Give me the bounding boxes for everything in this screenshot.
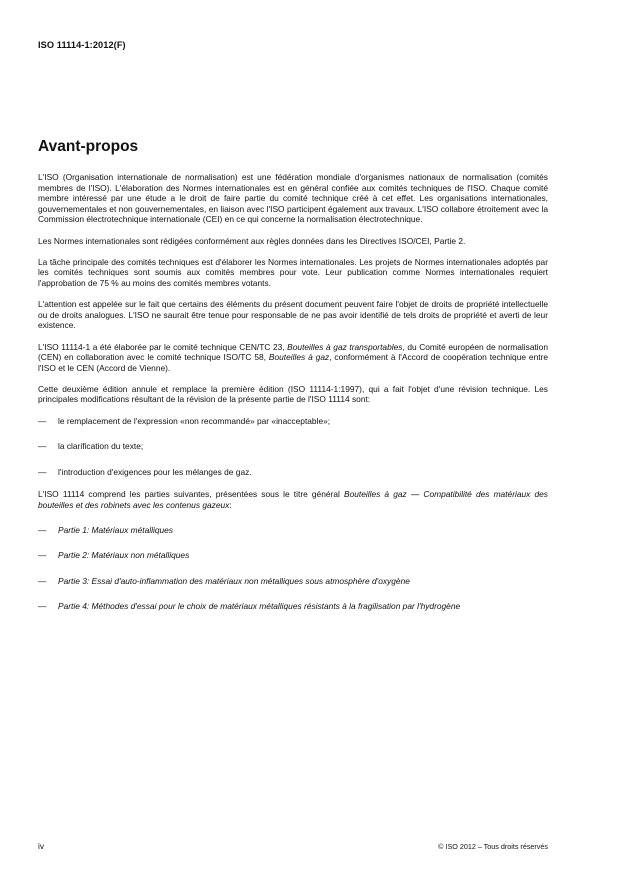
dash-bullet: —	[38, 575, 47, 586]
dash-bullet: —	[38, 441, 47, 452]
paragraph-patent-rights: L'attention est appelée sur le fait que certains des éléments du présent document peuvent faire l'objet de droits de propriété intellectuelle ou de droits analogues. L'ISO ne saurait être tenue pour responsable de ne pas avoir identifié de tels droits de propriété et averti de leur existence.	[38, 299, 548, 331]
part-title: Partie 1: Matériaux métalliques	[58, 524, 173, 535]
list-item	[38, 550, 548, 561]
change-text: la clarification du texte;	[58, 441, 144, 452]
list-item	[38, 525, 548, 536]
paragraph-technical-committees: La tâche principale des comités techniques est d'élaborer les Normes internationales. Les projets de Normes internationales adoptés par les comités techniques sont soumis aux comités membres pour vote. Leur publication comme Normes internationales requiert l'approbation de 75 % au moins des comités membres votants.	[38, 256, 548, 288]
paragraph-parts-intro	[38, 489, 548, 510]
dash-bullet: —	[38, 550, 47, 561]
list-item	[38, 576, 548, 587]
parts-intro-text-c: :	[229, 500, 232, 511]
dash-bullet: —	[38, 524, 47, 535]
paragraph-preparation	[38, 342, 548, 374]
dash-bullet: —	[38, 601, 47, 612]
copyright-notice: © ISO 2012 – Tous droits réservés	[438, 842, 548, 851]
page-number: iv	[38, 841, 45, 851]
prep-text-a: L'ISO 11114-1 a été élaborée par le comité technique CEN/TC 23,	[38, 341, 288, 352]
parts-intro-text-a: L'ISO 11114 comprend les parties suivantes, présentées sous le titre général	[38, 489, 344, 500]
list-item	[38, 416, 548, 427]
part-title: Partie 2: Matériaux non métalliques	[58, 550, 190, 561]
change-text: l'introduction d'exigences pour les mélanges de gaz.	[58, 466, 252, 477]
page-title: Avant-propos	[38, 138, 139, 155]
prep-iso-tc-title: Bouteilles à gaz	[268, 352, 330, 363]
dash-bullet: —	[38, 415, 47, 426]
list-item	[38, 467, 548, 478]
paragraph-second-edition: Cette deuxième édition annule et remplace la première édition (ISO 11114-1:1997), qui a fait l'objet d'une révision technique. Les principales modifications résultant de la révision de la présente partie de l'ISO 11114 sont:	[38, 383, 548, 405]
document-code: ISO 11114-1:2012(F)	[38, 40, 126, 50]
document-body	[38, 172, 548, 627]
part-title: Partie 4: Méthodes d'essai pour le choix de matériaux métalliques résistants à la fragilisation par l'hydrogène	[58, 601, 461, 612]
dash-bullet: —	[38, 466, 47, 477]
change-text: le remplacement de l'expression «non recommandé» par «inacceptable»;	[58, 415, 331, 426]
prep-committee-title: Bouteilles à gaz transportables	[287, 341, 403, 352]
prep-text-e: , conformément à l'Accord de coopération technique entre l'ISO et le CEN (Accord de Vienne).	[38, 352, 549, 373]
paragraph-directives: Les Normes internationales sont rédigées conformément aux règles données dans les Directives ISO/CEI, Partie 2.	[38, 235, 466, 246]
part-title: Partie 3: Essai d'auto-inflammation des matériaux non métalliques sous atmosphère d'oxygène	[58, 575, 410, 586]
paragraph-iso-intro: L'ISO (Organisation internationale de normalisation) est une fédération mondiale d'organismes nationaux de normalisation (comités membres de l'ISO). L'élaboration des Normes internationales est en général confiée aux comités techniques de l'ISO. Chaque comité membre intéressé par une étude a le droit de faire partie du comité technique créé à cet effet. Les organisations internationales, gouvernementales et non gouvernementales, en liaison avec l'ISO participent également aux travaux. L'ISO collabore étroitement avec la Commission électrotechnique internationale (CEI) en ce qui concerne la normalisation électrotechnique.	[38, 172, 548, 225]
list-item	[38, 441, 548, 452]
parts-general-title: Bouteilles à gaz — Compatibilité des matériaux des bouteilles et des robinets avec les contenus gazeux	[38, 489, 548, 511]
prep-text-c: , du Comité européen de normalisation (CEN) en collaboration avec le comité technique ISO/TC 58,	[38, 341, 548, 363]
list-item	[38, 601, 548, 612]
